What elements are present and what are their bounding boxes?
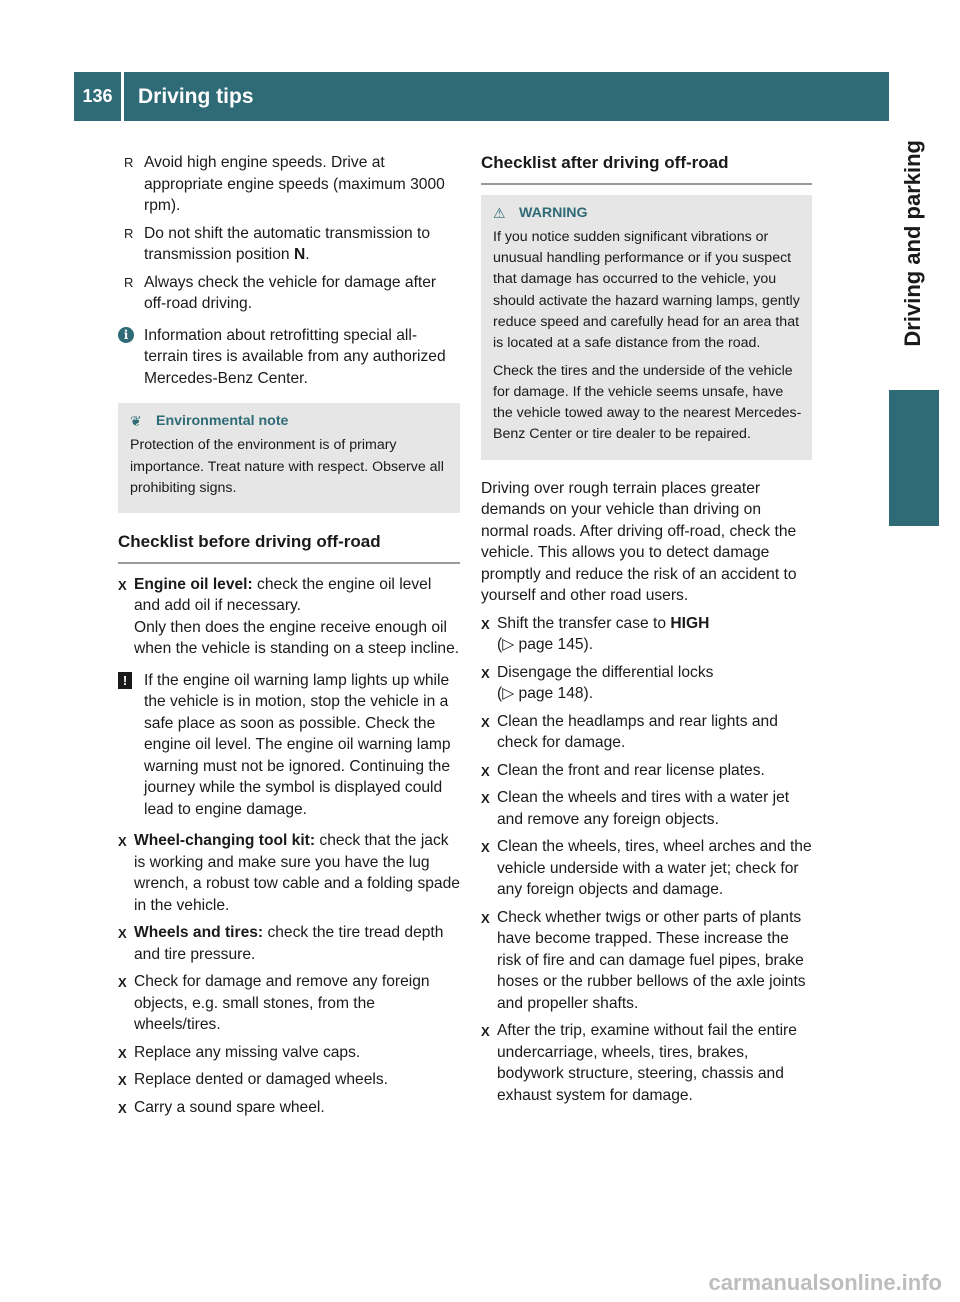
section-title: Checklist after driving off-road (481, 152, 812, 185)
list-item: R Always check the vehicle for damage after off-road driving. (124, 273, 437, 312)
step-arrow-icon: X (481, 910, 490, 926)
step-arrow-icon: X (118, 577, 127, 593)
checklist-item: X Clean the headlamps and rear lights and check for damage. (481, 712, 778, 752)
environmental-note (118, 403, 460, 513)
step-arrow-icon: X (118, 975, 127, 991)
checklist-item: X Wheels and tires: check the tire tread depth and tire pressure. (118, 924, 444, 963)
leaf-icon: ❦ (130, 413, 142, 429)
checklist-item: X Check for damage and remove any foreign objects, e.g. small stones, from the wheels/tires. (118, 973, 430, 1034)
info-note: i Information about retrofitting special all-terrain tires is available from any authorized Mercedes-Benz Center. (118, 325, 460, 390)
checklist-item: X After the trip, examine without fail the entire undercarriage, wheels, tires, brakes, bodywork structure, steering, chassis and exhaust system for damage. (481, 1022, 797, 1104)
step-arrow-icon: X (481, 791, 490, 807)
warning-text: If you notice sudden significant vibrations or unusual handling performance or if you suspect that damage has occurred to the vehicle, you should activate the hazard warning lamps, gently reduce speed and carefully head for an area that is located at a safe distance from the road. (493, 228, 800, 352)
step-arrow-icon: X (481, 665, 490, 681)
warning-title: WARNING (519, 204, 588, 221)
step-arrow-icon: X (481, 616, 490, 632)
checklist-item: X Carry a sound spare wheel. (118, 1097, 460, 1119)
step-arrow-icon: X (118, 926, 127, 942)
bullet-icon: R (124, 225, 134, 241)
checklist-item: X Clean the front and rear license plates. (481, 760, 812, 782)
page-reference-link[interactable]: (▷ page 148). (497, 685, 594, 703)
step-arrow-icon: X (481, 714, 490, 730)
list-item: R Do not shift the automatic transmission to transmission position N. (124, 224, 431, 263)
checklist-item: X Check whether twigs or other parts of plants have become trapped. These increase the risk of fire and can damage fuel pipes, brake hoses or the rubber bellows of the axle joints and propeller shafts. (481, 908, 806, 1012)
step-arrow-icon: X (118, 834, 127, 850)
step-arrow-icon: X (118, 1045, 127, 1061)
caution-note: ! If the engine oil warning lamp lights up while the vehicle is in motion, stop the vehicle in a safe place as soon as possible. Check the engine oil level. The engine oil warning lamp warning must not be ignored. Continuing the journey while the symbol is displayed could lead to engine damage. (118, 670, 460, 821)
warning-text: Check the tires and the underside of the vehicle for damage. If the vehicle seems unsafe, have the vehicle towed away to the nearest Mercedes-Benz Center or tire dealer to be repaired. (493, 362, 802, 443)
side-tab-block (889, 390, 939, 526)
checklist-item: X Engine oil level: check the engine oil level and add oil if necessary. Only then does the engine receive enough oil when the vehicle is standing on a steep incline. (118, 575, 460, 658)
right-column (481, 152, 812, 1112)
page-reference-link[interactable]: (▷ page 145). (497, 636, 594, 654)
page-number: 136 (74, 72, 124, 121)
step-arrow-icon: X (481, 1024, 490, 1040)
intro-paragraph: Driving over rough terrain places greater demands on your vehicle than driving on normal roads. After driving off-road, check the vehicle. This allows you to detect damage promptly and reduce the risk of an accident to yourself and other road users. (481, 479, 797, 605)
checklist-item: X Replace any missing valve caps. (118, 1042, 460, 1064)
checklist-item: X Disengage the differential locks (▷ page 148). (481, 663, 714, 703)
side-tab-label: Driving and parking (900, 140, 925, 347)
bullet-icon: R (124, 155, 134, 170)
checklist-item: X Replace dented or damaged wheels. (118, 1069, 460, 1091)
exclamation-icon: ! (118, 672, 132, 689)
step-arrow-icon: X (481, 840, 490, 856)
page-header (74, 72, 889, 121)
page-title: Driving tips (138, 84, 254, 108)
info-icon: i (118, 327, 134, 343)
checklist-item: X Clean the wheels and tires with a water jet and remove any foreign objects. (481, 789, 790, 828)
step-arrow-icon: X (118, 1100, 127, 1116)
note-title: Environmental note (156, 413, 289, 429)
warning-icon: ⚠ (493, 204, 506, 221)
checklist-item: X Clean the wheels, tires, wheel arches and the vehicle underside with a water jet; check for any foreign objects and damage. (481, 838, 812, 899)
list-item: R Avoid high engine speeds. Drive at appropriate engine speeds (maximum 3000 rpm). (124, 154, 445, 214)
step-arrow-icon: X (118, 1073, 127, 1089)
note-text: Protection of the environment is of primary importance. Treat nature with respect. Observe all prohibiting signs. (130, 437, 444, 496)
side-tab (900, 140, 930, 347)
step-arrow-icon: X (481, 763, 490, 779)
checklist-item: X Wheel-changing tool kit: check that the jack is working and make sure you have the lug wrench, a robust tow cable and a folding spade in the vehicle. (118, 832, 460, 914)
left-column (118, 152, 460, 1124)
checklist-item: X Shift the transfer case to HIGH (▷ page 145). (481, 614, 710, 654)
bullet-icon: R (124, 274, 134, 290)
section-title: Checklist before driving off-road (118, 531, 460, 564)
warning-box (481, 195, 812, 460)
watermark: carmanualsonline.info (708, 1270, 942, 1295)
